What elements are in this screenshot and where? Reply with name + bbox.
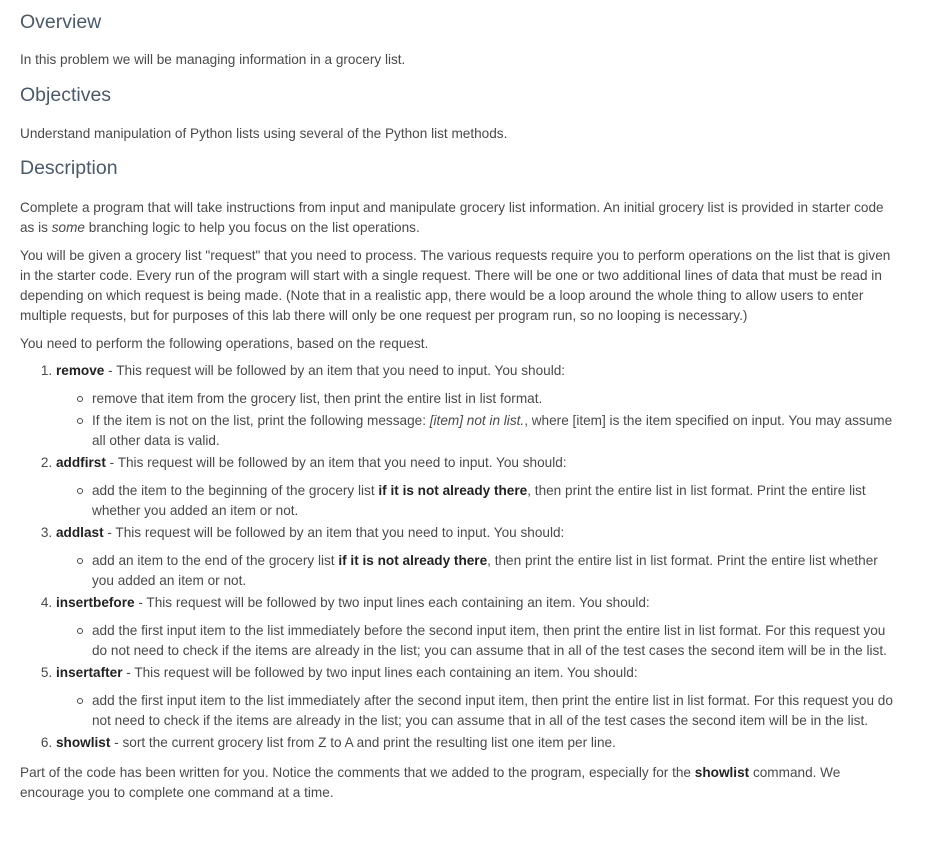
- operation-name: showlist: [56, 735, 111, 750]
- desc1-text-a: Complete a program that will take instructions from input and manipulate grocery list information. An initial grocery list is provided in starter code as is: [20, 200, 884, 235]
- sub-item: add the first input item to the list immediately after the second input item, then print the entire list in list format. For this request you do not need to check if the items are already in the list; you can assume that in all of the test cases the second item will be in the list.: [76, 691, 894, 731]
- operation-sublist: [56, 389, 894, 451]
- message-emphasis: [item] not in list.: [429, 413, 525, 428]
- operation-name: remove: [56, 363, 105, 378]
- operation-desc: - This request will be followed by two input lines each containing an item. You should:: [134, 595, 650, 610]
- condition-strong: if it is not already there: [378, 483, 528, 498]
- circle-bullet-icon: [77, 558, 83, 564]
- overview-heading: Overview: [20, 11, 102, 33]
- sub-item: remove that item from the grocery list, then print the entire list in list format.: [76, 389, 894, 409]
- circle-bullet-icon: [77, 396, 83, 402]
- operation-item-insertbefore: [56, 593, 919, 661]
- operation-item-addlast: [56, 523, 919, 591]
- desc1-text-b: branching logic to help you focus on the list operations.: [84, 220, 420, 235]
- condition-strong: if it is not already there: [338, 553, 488, 568]
- overview-text: In this problem we will be managing information in a grocery list.: [20, 52, 406, 67]
- sub-item: add the item to the beginning of the grocery list if it is not already there, then print the entire list in list format. Print the entire list whether you added an item or not.: [76, 481, 894, 521]
- description-paragraph-3: You need to perform the following operations, based on the request.: [20, 336, 429, 351]
- circle-bullet-icon: [77, 698, 83, 704]
- operation-desc: - This request will be followed by an item that you need to input. You should:: [103, 525, 565, 540]
- desc1-emphasis: some: [51, 220, 85, 235]
- operation-item-insertafter: [56, 663, 919, 731]
- description-paragraph-2: You will be given a grocery list "request" that you need to process. The various requests require you to perform operations on the list that is given in the starter code. Every run of the program will start with a single request. There will be one or two additional lines of data that must be read in depending on which request is being made. (Note that in a realistic app, there would be a loop around the whole thing to allow users to enter multiple requests, but for purposes of this lab there will only be one request per program run, so no looping is necessary.): [20, 248, 891, 323]
- operation-desc: - This request will be followed by an item that you need to input. You should:: [104, 363, 566, 378]
- operation-name: insertbefore: [56, 595, 135, 610]
- operation-name: addlast: [56, 525, 104, 540]
- circle-bullet-icon: [77, 628, 83, 634]
- operation-name: addfirst: [56, 455, 106, 470]
- operation-desc: - sort the current grocery list from Z to A and print the resulting list one item per line.: [110, 735, 616, 750]
- operation-sublist: [56, 481, 894, 521]
- circle-bullet-icon: [77, 418, 83, 424]
- operation-sublist: [56, 691, 894, 731]
- objectives-text: Understand manipulation of Python lists using several of the Python list methods.: [20, 126, 508, 141]
- sub-item: If the item is not on the list, print the following message: [item] not in list., where [item] is the item specified on input. You may assume all other data is valid.: [76, 411, 894, 451]
- objectives-heading: Objectives: [20, 84, 112, 106]
- operation-desc: - This request will be followed by two input lines each containing an item. You should:: [122, 665, 638, 680]
- operation-item-showlist: [56, 733, 919, 753]
- operation-desc: - This request will be followed by an item that you need to input. You should:: [105, 455, 567, 470]
- sub-item: add the first input item to the list immediately before the second input item, then print the entire list in list format. For this request you do not need to check if the items are already in the list; you can assume that in all of the test cases the second item will be in the list.: [76, 621, 894, 661]
- showlist-strong: showlist: [694, 765, 750, 780]
- final-paragraph: Part of the code has been written for you. Notice the comments that we added to the program, especially for the showlist command. We encourage you to complete one command at a time.: [20, 765, 841, 800]
- description-heading: Description: [20, 157, 118, 179]
- circle-bullet-icon: [77, 488, 83, 494]
- description-paragraph-1: [20, 198, 892, 238]
- sub-item: add an item to the end of the grocery list if it is not already there, then print the entire list in list format. Print the entire list whether you added an item or not.: [76, 551, 894, 591]
- operations-list: [20, 361, 919, 753]
- operation-name: insertafter: [56, 665, 123, 680]
- operation-item-addfirst: [56, 453, 919, 521]
- operation-sublist: [56, 621, 894, 661]
- operation-sublist: [56, 551, 894, 591]
- operation-item-remove: [56, 361, 919, 451]
